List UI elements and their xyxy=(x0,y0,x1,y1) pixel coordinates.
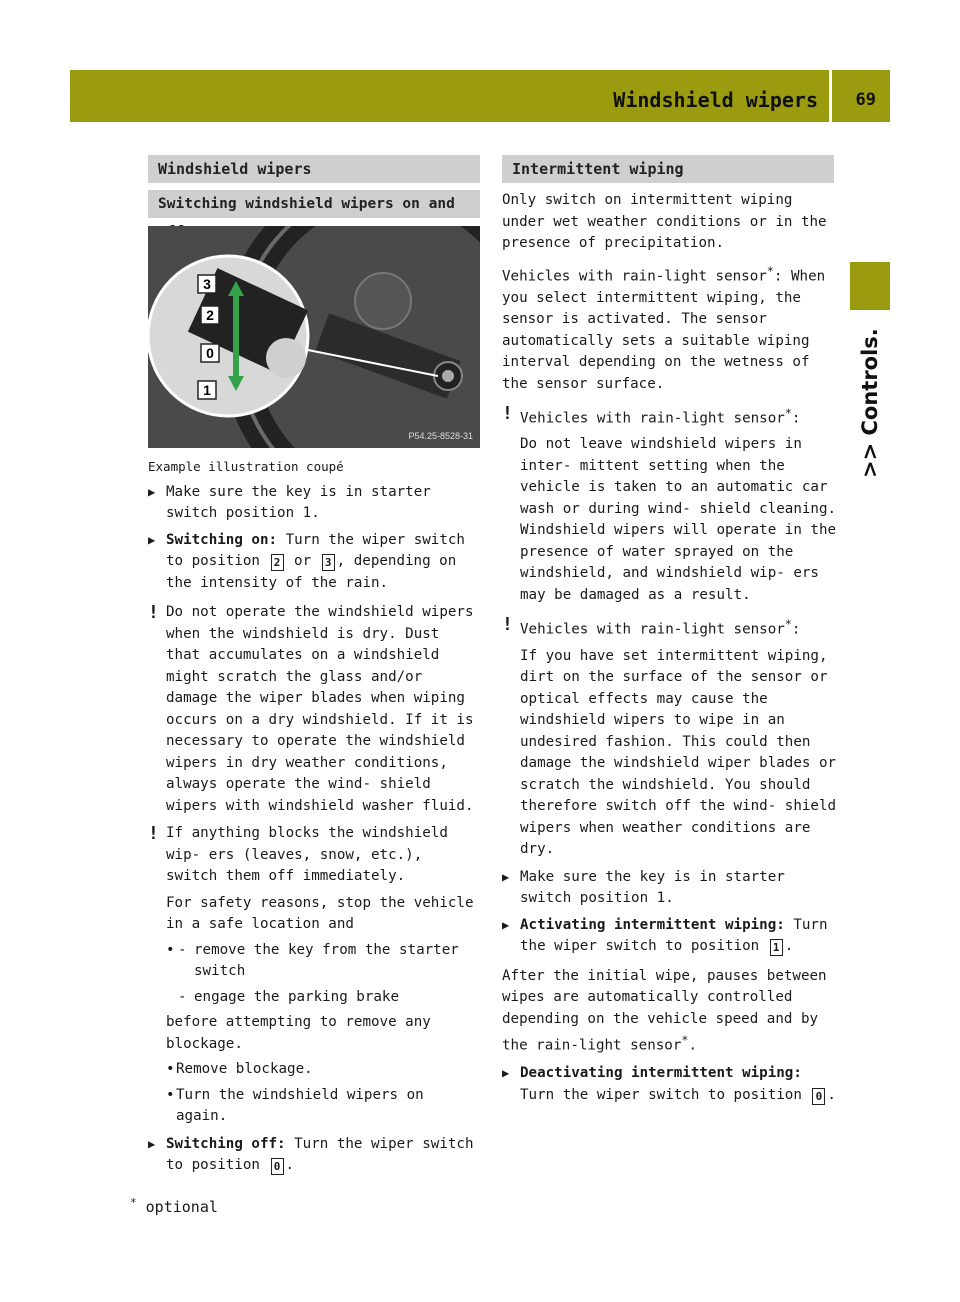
section-title: Windshield wipers xyxy=(148,155,480,183)
arrow-icon: ▶ xyxy=(148,484,156,499)
section-title: Intermittent wiping xyxy=(502,155,834,183)
paragraph: Vehicles with rain-light sensor*: When you select intermittent wiping, the sensor is activated. The sensor automatically sets a suitable wiping interval depending on the wetness of the sensor surface. xyxy=(502,263,826,392)
position-label-3: 3 xyxy=(203,276,211,292)
position-1-key: 1 xyxy=(770,939,783,956)
steering-wheel-image xyxy=(148,226,480,448)
list-item: • - remove the key from the starter switch xyxy=(166,941,459,979)
left-column xyxy=(148,456,482,1182)
arrow-icon: ▶ xyxy=(148,1136,156,1151)
footnote: * optional xyxy=(130,1196,218,1216)
position-0-key: 0 xyxy=(271,1158,284,1175)
wiper-illustration xyxy=(148,226,480,448)
instruction-step: ▶ Activating intermittent wiping: Turn the wiper switch to position 1 . xyxy=(502,916,828,955)
position-label-2: 2 xyxy=(206,307,214,323)
position-0-key: 0 xyxy=(812,1088,825,1105)
side-tab xyxy=(850,262,890,310)
safety-intro: For safety reasons, stop the vehicle in a safe location and xyxy=(166,894,474,932)
position-label-1: 1 xyxy=(203,382,211,398)
arrow-icon: ▶ xyxy=(502,1066,510,1081)
list-item: • Turn the windshield wipers on again. xyxy=(166,1086,424,1124)
position-2-key: 2 xyxy=(271,554,284,571)
list-item: • Remove blockage. xyxy=(166,1061,313,1077)
warning-note: ! If anything blocks the windshield wip- ers (leaves, snow, etc.), switch them off immediately. For safety reasons, stop the vehicle in a safe location and • - remove the key from the starter switch - engage the parking brake before attempting to remove any blockage. • Remove blockage. • Turn the windshield wipers on again. xyxy=(148,823,482,1128)
subsection-title: Switching windshield wipers on and xyxy=(148,190,480,218)
instruction-step: ▶ Switching off: Turn the wiper switch to position 0 . xyxy=(148,1135,474,1173)
page-number: 69 xyxy=(855,90,876,110)
list-item: - engage the parking brake xyxy=(178,988,399,1005)
instruction-step: ▶ Make sure the key is in starter switch position 1. xyxy=(148,483,431,521)
arrow-icon: ▶ xyxy=(502,917,510,932)
safety-list xyxy=(166,940,482,1009)
side-tab-label: >> Controls. xyxy=(858,328,882,478)
right-column xyxy=(502,190,838,1111)
position-3-key: 3 xyxy=(322,554,335,571)
warning-icon: ! xyxy=(148,823,159,844)
page-header xyxy=(70,70,890,122)
instruction-step: ▶ Deactivating intermittent wiping: Turn the wiper switch to position 0 . xyxy=(502,1065,836,1103)
warning-note: ! Vehicles with rain-light sensor*: Do not leave windshield wipers in inter- mittent setting when the vehicle is taken to an automatic car wash or during wind- shield cleaning. Windshield wipers will operate in the presence of water sprayed on the windshield, and windshield wip- ers may be damaged as a result. xyxy=(502,403,837,603)
position-label-0: 0 xyxy=(206,345,214,361)
arrow-icon: ▶ xyxy=(148,532,156,547)
header-divider xyxy=(829,70,832,122)
warning-icon: ! xyxy=(502,403,513,425)
paragraph: After the initial wipe, pauses between wipes are automatically controlled depending on the vehicle speed and by the rain-light sensor*. xyxy=(502,967,827,1054)
figure-caption: Example illustration coupé xyxy=(148,459,344,474)
warning-icon: ! xyxy=(502,614,513,636)
action-list xyxy=(166,1059,482,1128)
warning-note: ! Do not operate the windshield wipers when the windshield is dry. Dust that accumulates on a windshield might scratch the glass and/or damage the wiper blades when wiping occurs on a dry windshield. If it is necessary to operate the windshield wipers in dry weather conditions, always operate the wind- shield wipers with windshield washer fluid. xyxy=(148,602,474,814)
header-title: Windshield wipers xyxy=(613,88,818,112)
paragraph: Only switch on intermittent wiping under wet weather conditions or in the presence of precipitation. xyxy=(502,192,827,251)
arrow-icon: ▶ xyxy=(502,869,510,884)
safety-after: before attempting to remove any blockage. xyxy=(166,1014,431,1052)
figure-code: P54.25-8528-31 xyxy=(408,431,473,441)
warning-note: ! Vehicles with rain-light sensor*: If you have set intermittent wiping, dirt on the surface of the sensor or optical effects may cause the windshield wipers to wipe in an undesired fashion. This could then damage the windshield wiper blades or scratch the windshield. You should therefore switch off the wind- shield wipers when weather conditions are dry. xyxy=(502,614,837,858)
instruction-step: ▶ Make sure the key is in starter switch position 1. xyxy=(502,868,785,907)
instruction-step: ▶ Switching on: Turn the wiper switch to position 2 or 3 , depending on the intensity of the rain. xyxy=(148,531,465,591)
warning-icon: ! xyxy=(148,602,159,623)
